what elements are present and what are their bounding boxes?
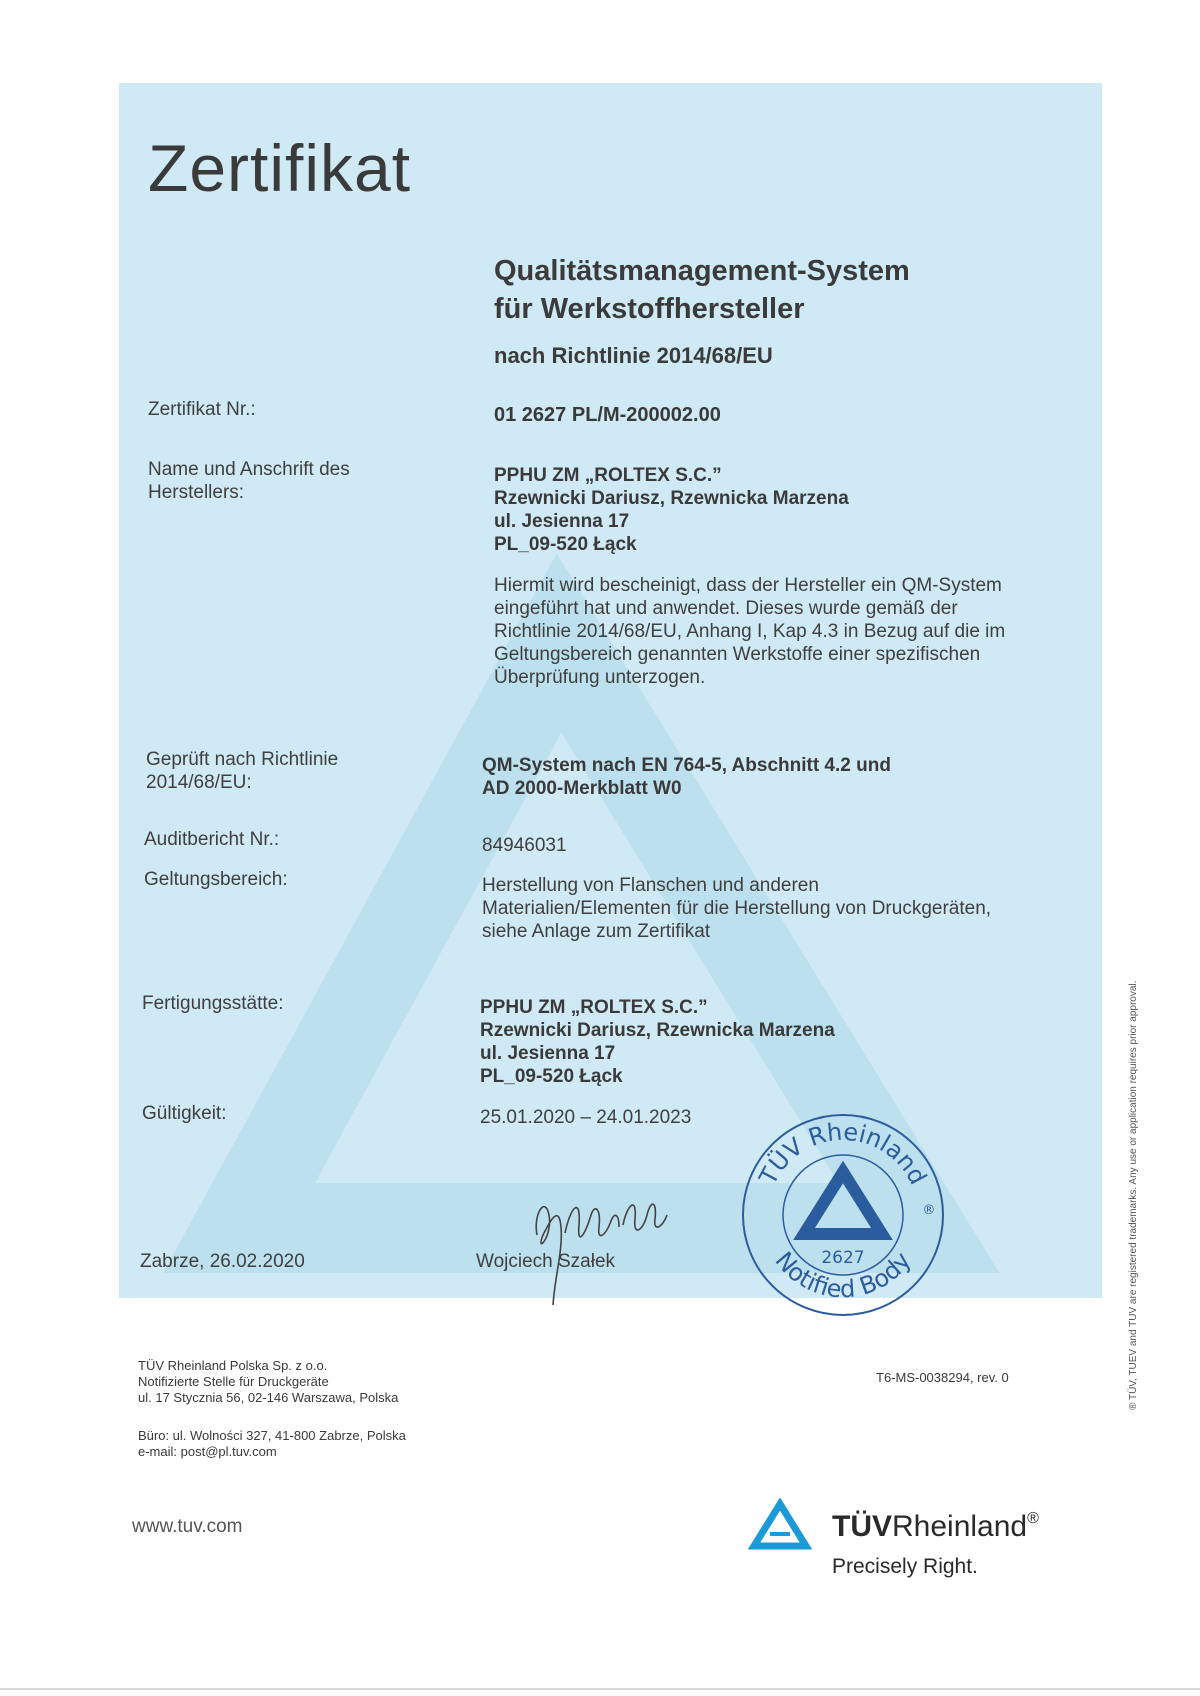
trademark-side-note: ® TÜV, TUEV and TUV are registered trademarks. Any use or application requires prior approval. <box>1128 980 1139 1410</box>
scope-line: Materialien/Elementen für die Herstellung von Druckgeräten, <box>482 898 992 919</box>
brand-wordmark <box>832 1510 1039 1544</box>
website-link[interactable]: www.tuv.com <box>132 1516 243 1537</box>
tested-value-line-1: QM-System nach EN 764-5, Abschnitt 4.2 und <box>482 755 891 776</box>
scan-edge-line <box>0 1688 1200 1690</box>
statement-line: Geltungsbereich genannten Werkstoffe einer spezifischen <box>494 644 981 665</box>
cert-no-label: Zertifikat Nr.: <box>148 399 256 420</box>
manufacturer-address <box>494 464 849 556</box>
place-date: Zabrze, 26.02.2020 <box>140 1251 305 1272</box>
office-line: Büro: ul. Wolności 327, 41-800 Zabrze, Polska <box>138 1428 406 1443</box>
tested-value-line-2: AD 2000-Merkblatt W0 <box>482 778 682 799</box>
issuer-line: TÜV Rheinland Polska Sp. z o.o. <box>138 1358 328 1373</box>
cert-no-value: 01 2627 PL/M-200002.00 <box>494 404 721 426</box>
subtitle-line-2: für Werkstoffhersteller <box>494 293 805 325</box>
seal-top-text: TÜV Rheinland <box>753 1117 933 1190</box>
statement-line: eingeführt hat und anwendet. Dieses wurde gemäß der <box>494 598 958 619</box>
statement-line: Hiermit wird bescheinigt, dass der Hersteller ein QM-System <box>494 575 1002 596</box>
notified-body-seal <box>738 1110 948 1320</box>
manufacturer-line: Rzewnicki Dariusz, Rzewnicka Marzena <box>494 488 849 509</box>
certification-statement <box>494 574 1005 689</box>
office-line: e-mail: post@pl.tuv.com <box>138 1444 277 1459</box>
office-block <box>138 1428 406 1460</box>
site-address <box>480 996 835 1088</box>
seal-triangle-icon <box>804 1172 882 1234</box>
brand-regular: Rheinland <box>892 1510 1028 1543</box>
manufacturer-label <box>148 458 350 504</box>
statement-line: Überprüfung unterzogen. <box>494 667 706 688</box>
seal-registered-mark: ® <box>922 1203 936 1218</box>
scope-line: siehe Anlage zum Zertifikat <box>482 921 711 942</box>
handwritten-signature <box>515 1175 675 1315</box>
manufacturer-label-line-1: Name und Anschrift des <box>148 459 350 480</box>
audit-label: Auditbericht Nr.: <box>144 829 280 850</box>
brand-tagline: Precisely Right. <box>832 1555 978 1578</box>
scope-line: Herstellung von Flanschen und anderen <box>482 875 819 896</box>
tuv-triangle-logo-icon <box>748 1498 812 1552</box>
seal-bottom-text: Notified Body <box>769 1246 917 1304</box>
manufacturer-line: PL_09-520 Łąck <box>494 534 637 555</box>
manufacturer-label-line-2: Herstellers: <box>148 482 245 503</box>
site-line: PL_09-520 Łąck <box>480 1066 623 1087</box>
manufacturer-line: ul. Jesienna 17 <box>494 511 630 532</box>
tested-label-line-2: 2014/68/EU: <box>146 772 252 793</box>
certificate-title: Zertifikat <box>148 131 412 205</box>
document-reference: T6-MS-0038294, rev. 0 <box>876 1370 1009 1385</box>
issuer-line: ul. 17 Stycznia 56, 02-146 Warszawa, Polska <box>138 1390 399 1405</box>
subtitle-line-1: Qualitätsmanagement-System <box>494 255 910 287</box>
certificate-subtitle <box>494 252 910 328</box>
manufacturer-line: PPHU ZM „ROLTEX S.C.” <box>494 465 722 486</box>
directive-line: nach Richtlinie 2014/68/EU <box>494 343 773 368</box>
validity-value: 25.01.2020 – 24.01.2023 <box>480 1107 692 1128</box>
scope-label: Geltungsbereich: <box>144 869 288 890</box>
site-line: ul. Jesienna 17 <box>480 1043 616 1064</box>
seal-number: 2627 <box>821 1248 865 1268</box>
site-label: Fertigungsstätte: <box>142 993 284 1014</box>
site-line: PPHU ZM „ROLTEX S.C.” <box>480 997 708 1018</box>
tested-value <box>482 754 891 800</box>
site-line: Rzewnicki Dariusz, Rzewnicka Marzena <box>480 1020 835 1041</box>
signer-name: Wojciech Szałek <box>476 1251 616 1272</box>
issuer-line: Notifizierte Stelle für Druckgeräte <box>138 1374 329 1389</box>
scope-value <box>482 874 991 943</box>
tested-label <box>146 748 338 794</box>
audit-value: 84946031 <box>482 835 567 856</box>
issuer-block <box>138 1358 398 1406</box>
statement-line: Richtlinie 2014/68/EU, Anhang I, Kap 4.3 in Bezug auf die im <box>494 621 1006 642</box>
validity-label: Gültigkeit: <box>142 1103 227 1124</box>
tested-label-line-1: Geprüft nach Richtlinie <box>146 749 339 770</box>
brand-registered: ® <box>1027 1510 1039 1527</box>
brand-bold: TÜV <box>832 1510 892 1543</box>
